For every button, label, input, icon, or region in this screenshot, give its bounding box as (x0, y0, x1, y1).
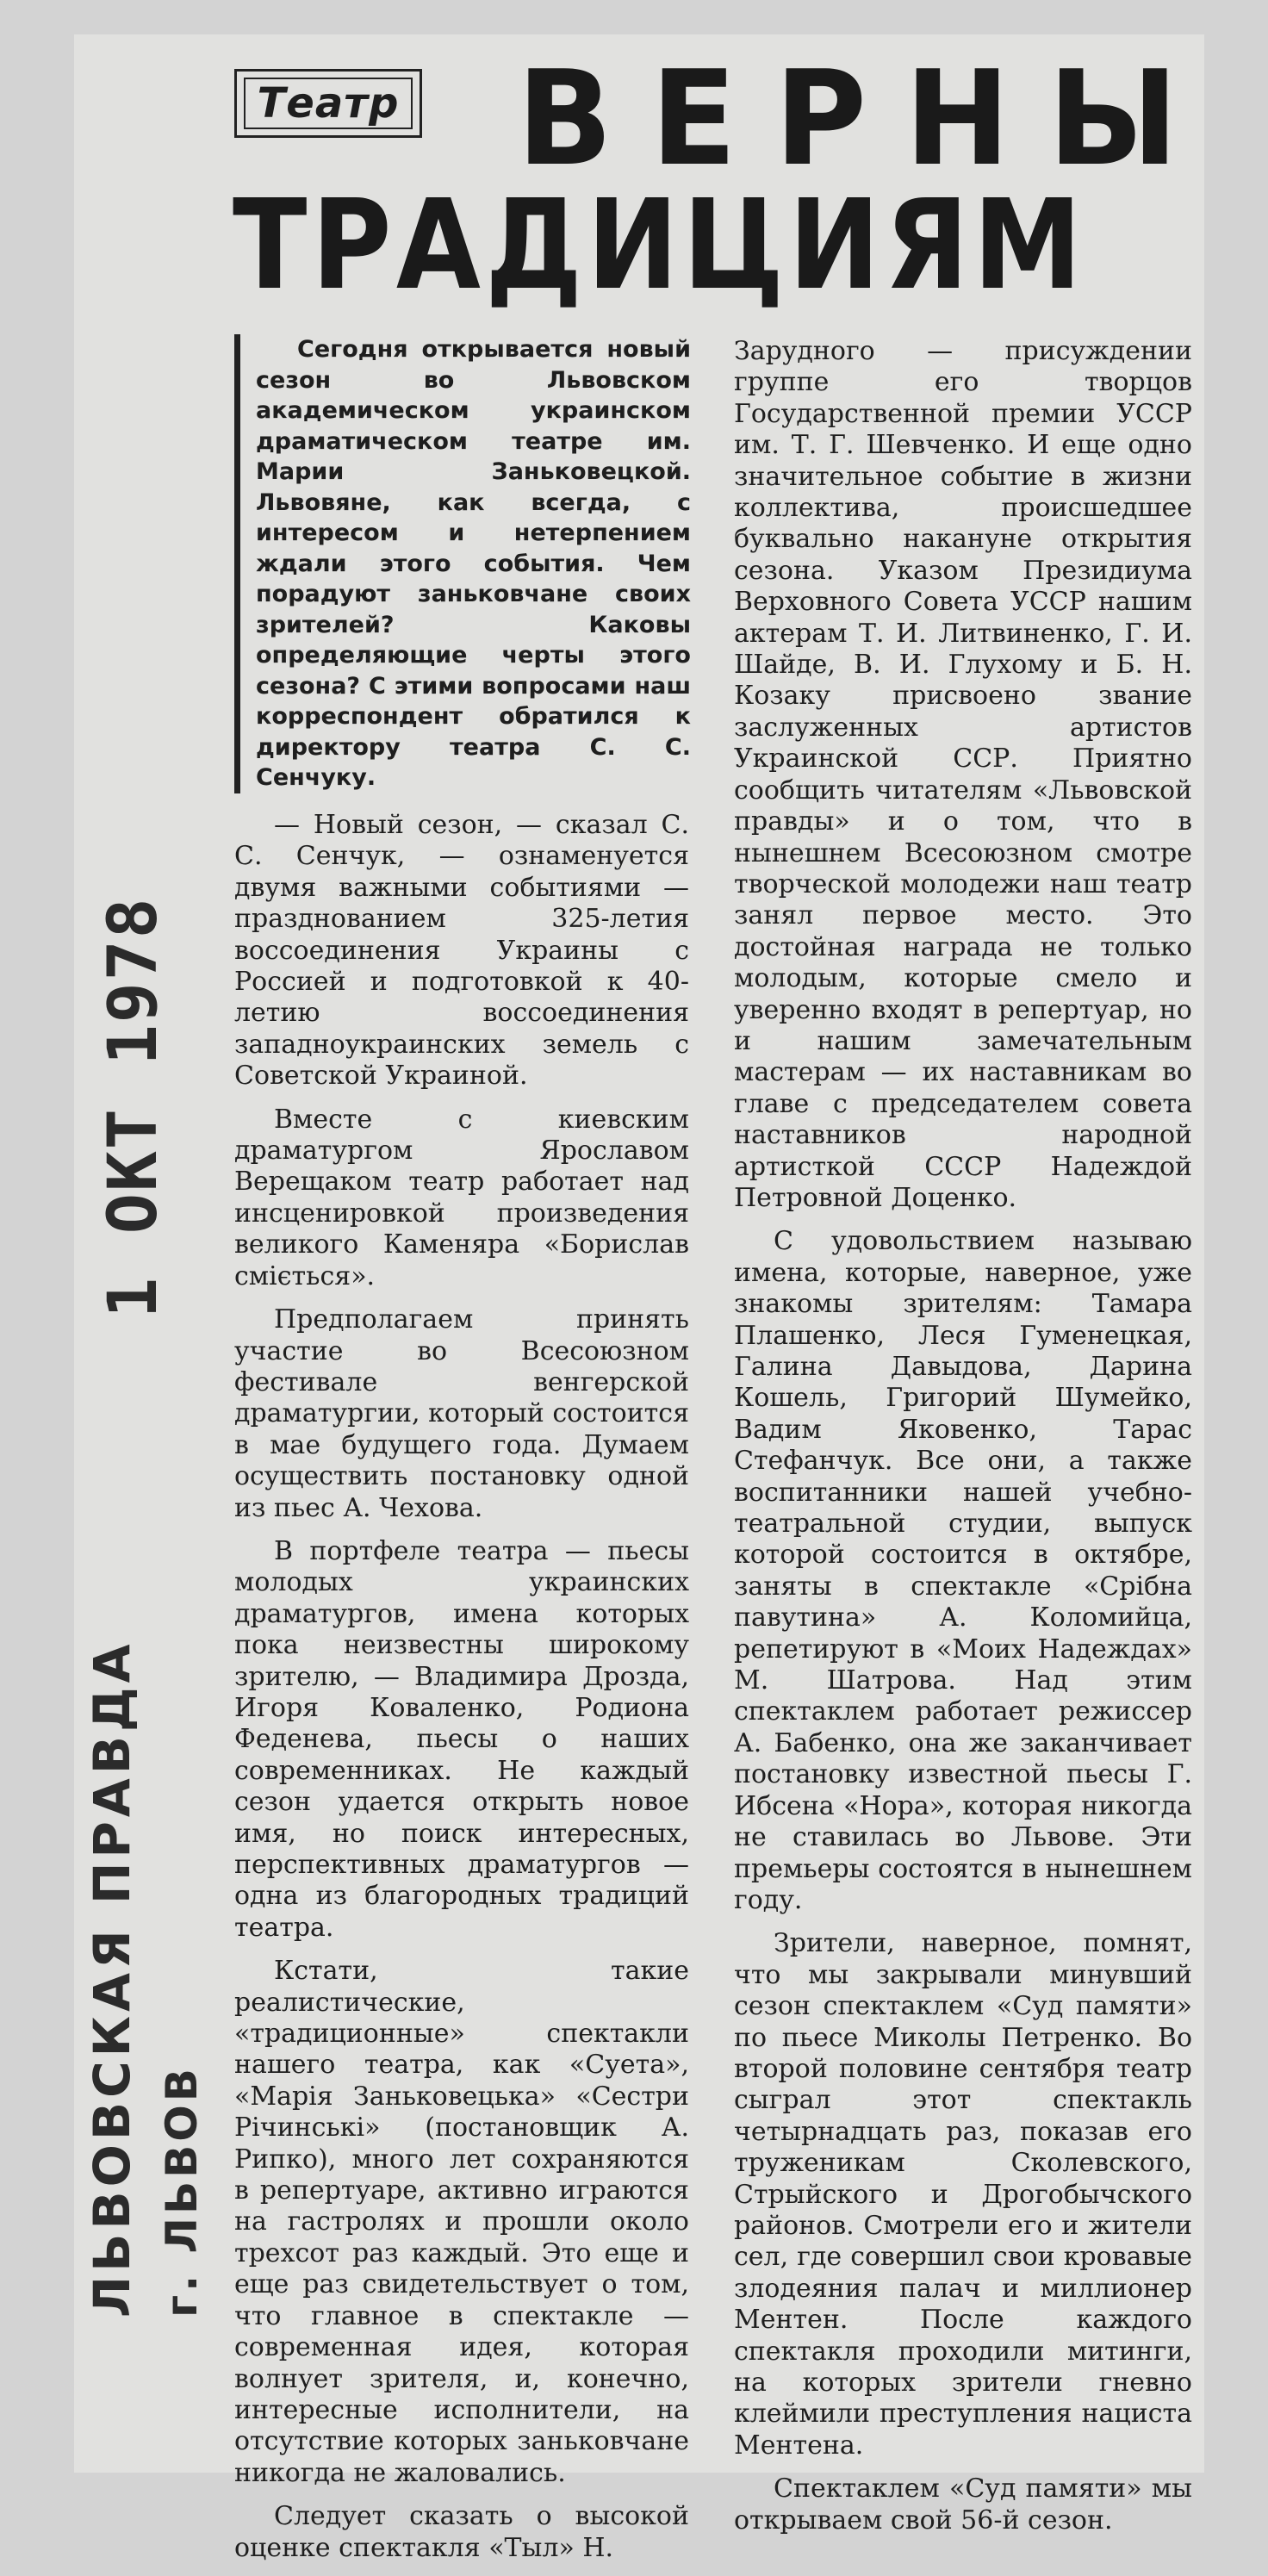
headline-line-1: ВЕРНЫ (517, 42, 1216, 195)
article-paragraph: Следует сказать о высокой оценке спектакля «Тыл» Н. (234, 2501, 689, 2563)
lead-text: Сегодня открывается новый сезон во Львовском академическом украинском драматическом театре им. Марии Заньковецкой. Львовяне, как всегда, с интересом и нетерпением ждали этого события. Чем порадуют заньковчане своих зрителей? Каковы определяющие черты этого сезона? С этими вопросами наш корреспондент обратился к директору театра С. С. Сенчуку. (256, 336, 691, 791)
headline-line-2: ТРАДИЦИЯМ (233, 172, 1087, 317)
article-paragraph: Кстати, такие реалистические, «традиционные» спектакли нашего театра, как «Суета», «Марія Заньковецька» «Сестри Річинські» (постановщик А. Рипко), много лет сохраняются в репертуаре, активно играются на гастролях и прошли около трехсот раз каждый. Это еще и еще раз свидетельствует о том, что главное в спектакле — современная идея, которая волнует зрителя, и, конечно, интересные исполнители, на отсутствие которых заньковчане никогда не жаловались. (234, 1956, 689, 2488)
article-paragraph: Спектаклем «Суд памяти» мы открываем свой 56-й сезон. (734, 2473, 1192, 2536)
rubric-label: Театр (257, 79, 400, 128)
lead-paragraph (234, 334, 691, 793)
article-paragraph: Зарудного — присуждении группе его творцов Государственной премии УССР им. Т. Г. Шевченко. И еще одно значительное событие в жизни коллектива, происшедшее буквально накануне открытия сезона. Указом Президиума Верховного Совета УССР нашим актерам Т. И. Литвиненко, Г. И. Шайде, В. И. Глухому и Б. Н. Козаку присвоено звание заслуженных артистов Украинской ССР. Приятно сообщить читателям «Львовской правды» и о том, что в нынешнем Всесоюзном смотре творческой молодежи наш театр занял первое место. Это достойная награда не только молодым, которые смело и уверенно входят в репертуар, но и нашим замечательным мастерам — их наставникам во главе с председателем совета наставников народной артисткой СССР Надеждой Петровной Доценко. (734, 336, 1192, 1213)
article-paragraph: — Новый сезон, — сказал С. С. Сенчук, — ознаменуется двумя важными событиями — празднованием 325-летия воссоединения Украины с Россией и подготовкой к 40-летию воссоединения западноукраинских земель с Советской Украиной. (234, 810, 689, 1092)
article-paragraph: Зрители, наверное, помнят, что мы закрывали минувший сезон спектаклем «Суд памяти» по пьесе Миколы Петренко. Во второй половине сентября театр сыграл этот спектакль четырнадцать раз, показав его труженикам Сколевского, Стрыйского и Дрогобычского районов. Смотрели его и жители сел, где совершил свои кровавые злодеяния палач и миллионер Ментен. После каждого спектакля проходили митинги, на которых зрители гневно клеймили преступления нациста Ментена. (734, 1928, 1192, 2461)
article-left-column (234, 810, 689, 2576)
newspaper-stamp: ЛЬВОВСКАЯ ПРАВДА (83, 1640, 141, 2318)
rubric-box (234, 69, 422, 138)
city-stamp: г. ЛЬВОВ (157, 2065, 207, 2318)
article-paragraph: Вместе с киевским драматургом Ярославом Верещаком театр работает над инсценировкой произведения великого Каменяра «Борислав сміється». (234, 1104, 689, 1291)
article-paragraph: В портфеле театра — пьесы молодых украинских драматургов, имена которых пока неизвестны широкому зрителю, — Владимира Дрозда, Игоря Коваленко, Родиона Феденева, пьесы о наших современниках. Не каждый сезон удается открыть новое имя, но поиск интересных, перспективных драматургов — одна из благородных традиций театра. (234, 1535, 689, 1943)
article-paragraph: Предполагаем принять участие во Всесоюзном фестивале венгерской драматургии, который состоится в мае будущего года. Думаем осуществить постановку одной из пьес А. Чехова. (234, 1304, 689, 1523)
article-paragraph: С удовольствием называю имена, которые, наверное, уже знакомы зрителям: Тамара Плашенко, Леся Гуменецкая, Галина Давыдова, Дарина Кошель, Григорий Шумейко, Вадим Яковенко, Тарас Стефанчук. Все они, а также воспитанники нашей учебно-театральной студии, выпуск которой состоится в октябре, заняты в спектакле «Срібна павутина» А. Коломийца, репетируют в «Моих Надеждах» М. Шатрова. Над этим спектаклем работает режиссер А. Бабенко, она же заканчивает постановку известной пьесы Г. Ибсена «Нора», которая никогда не ставилась во Львове. Эти премьеры состоятся в нынешнем году. (734, 1226, 1192, 1915)
article-right-column (734, 336, 1192, 2548)
date-stamp: 1 ОКТ 1978 (95, 896, 172, 1318)
